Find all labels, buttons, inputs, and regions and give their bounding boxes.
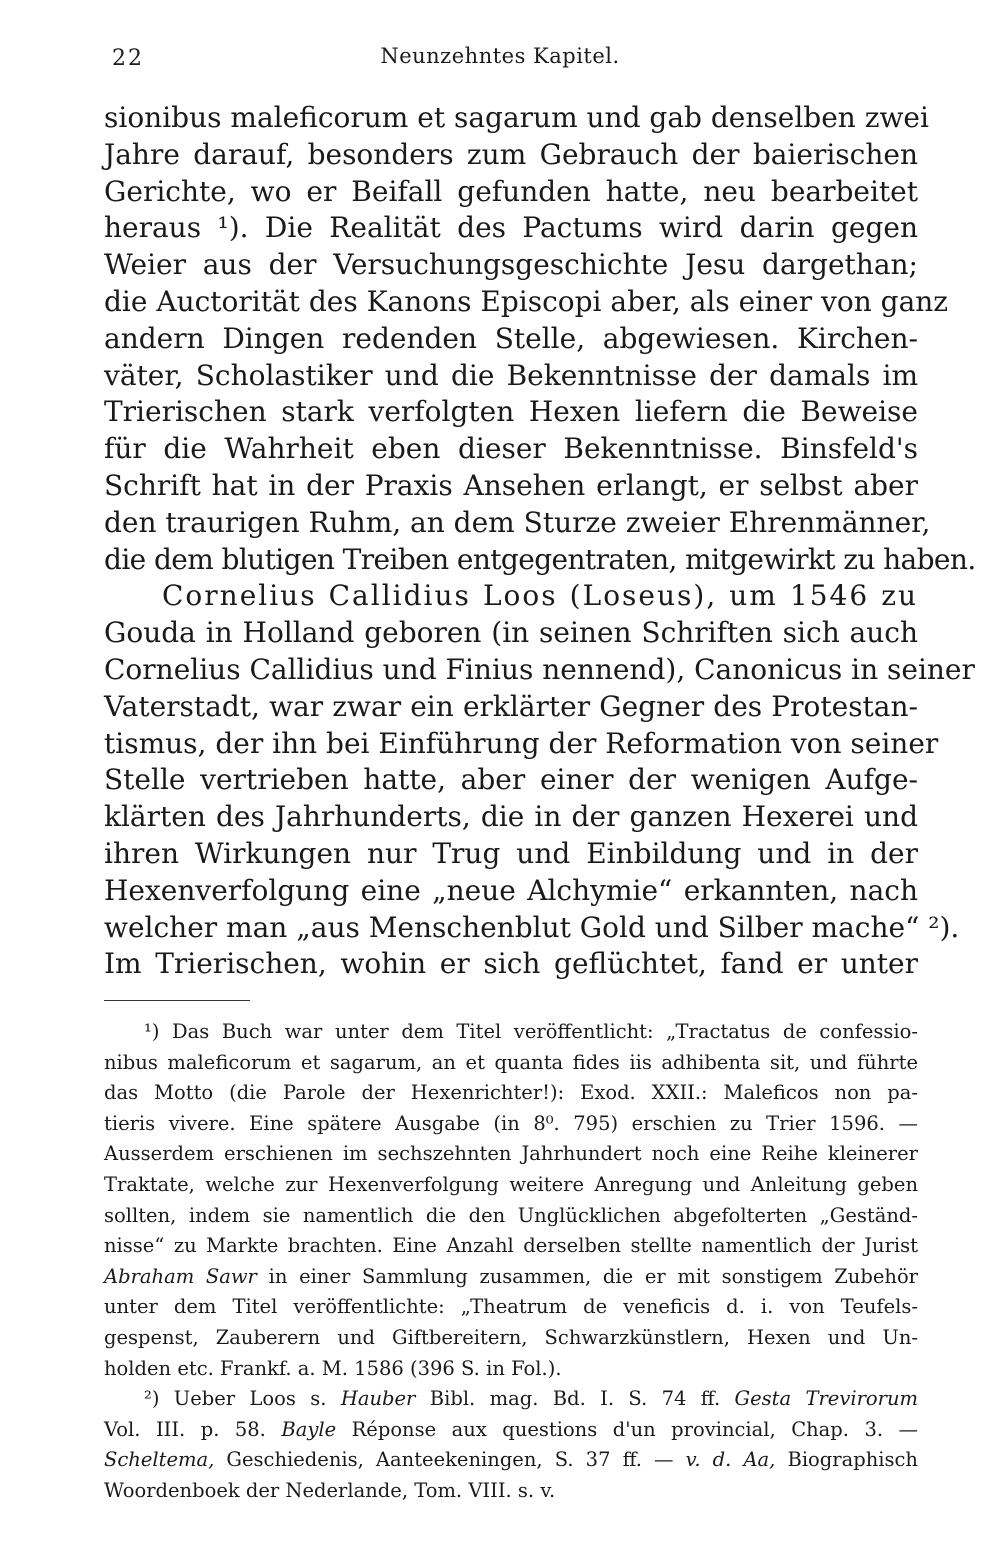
text-line: Schrift hat in der Praxis Ansehen erlangt, er selbst aber — [104, 468, 918, 502]
page-number: 22 — [112, 46, 144, 71]
footnote-line: unter dem Titel veröffentlichte: „Theatrum de veneficis d. i. von Teufels- — [104, 1295, 918, 1319]
text-line: den traurigen Ruhm, an dem Sturze zweier Ehrenmänner, — [104, 505, 931, 539]
text-line-segment: Cornelius Callidius Loos (Loseus), um 1546 zu — [162, 579, 918, 613]
footnote-line: ¹) Das Buch war unter dem Titel veröffentlicht: „Tractatus de confessio- — [144, 1020, 918, 1043]
text-line: tismus, der ihn bei Einführung der Reformation von seiner — [104, 726, 939, 760]
footnote-line: nisse“ zu Markte brachten. Eine Anzahl derselben stellte namentlich der Jurist — [104, 1234, 918, 1258]
paragraph-start-line — [104, 578, 918, 615]
page-header — [0, 38, 1000, 78]
text-line: Vaterstadt, war zwar ein erklärter Gegner des Protestan- — [104, 689, 918, 723]
footnote-divider — [104, 1000, 250, 1001]
footnote-line — [104, 1415, 918, 1446]
author-name: Abraham Sawr — [104, 1264, 257, 1288]
footnotes — [104, 1017, 918, 1507]
footnote-line: nibus maleficorum et sagarum, an et quanta fides iis adhibenta sit, und führte — [104, 1050, 918, 1074]
running-title: Neunzehntes Kapitel. — [380, 44, 620, 68]
footnote-line — [104, 1384, 918, 1415]
text-line: sionibus maleficorum et sagarum und gab denselben zwei — [104, 101, 929, 134]
footnote-line: das Motto (die Parole der Hexenrichter!): Exod. XXII.: Maleficos non pa- — [104, 1081, 918, 1105]
text-line: Gouda in Holland geboren (in seinen Schriften sich auch — [104, 616, 918, 650]
footnote-line: Woordenboek der Nederlande, Tom. VIII. s. v. — [104, 1478, 556, 1502]
footnote-line — [104, 1445, 918, 1476]
text-line: Weier aus der Versuchungsgeschichte Jesu dargethan; — [104, 248, 918, 282]
footnote-text: Vol. III. p. 58. — [104, 1417, 266, 1441]
text-line: Hexenverfolgung eine „neue Alchymie“ erkannten, nach — [104, 873, 918, 907]
footnote-text: Geschiedenis, Aanteekeningen, S. 37 ff. — — [226, 1448, 674, 1472]
text-line: ihren Wirkungen nur Trug und Einbildung und in der — [104, 836, 918, 870]
footnote-line: Ausserdem erschienen im sechszehnten Jahrhundert noch eine Reihe kleinerer — [104, 1142, 918, 1166]
text-line: welcher man „aus Menschenblut Gold und Silber mache“ ²). — [104, 910, 960, 944]
footnote-text: Réponse aux questions d'un provincial, Chap. 3. — — [351, 1417, 919, 1441]
text-line: die dem blutigen Treiben entgegentraten, mitgewirkt zu haben. — [104, 542, 976, 576]
footnote-text: ²) Ueber Loos s. — [144, 1387, 327, 1411]
footnote-line: holden etc. Frankf. a. M. 1586 (396 S. in Fol.). — [104, 1356, 562, 1380]
citation-author: v. d. Aa, — [685, 1448, 776, 1472]
text-line: Jahre darauf, besonders zum Gebrauch der baierischen — [104, 137, 918, 171]
text-line: Gerichte, wo er Beifall gefunden hatte, neu bearbeitet — [104, 174, 918, 208]
text-line: Stelle vertrieben hatte, aber einer der wenigen Aufge- — [104, 763, 918, 797]
citation-author: Scheltema, — [104, 1448, 215, 1472]
text-line: Im Trierischen, wohin er sich geflüchtet, fand er unter — [104, 947, 918, 981]
text-line: heraus ¹). Die Realität des Pactums wird darin gegen — [104, 211, 918, 245]
footnote-line: sollten, indem sie namentlich die den Unglücklichen abgefolterten „Geständ- — [104, 1203, 918, 1227]
text-line: andern Dingen redenden Stelle, abgewiesen. Kirchen- — [104, 321, 918, 355]
footnote-line — [104, 1262, 918, 1293]
text-line: väter, Scholastiker und die Bekenntnisse der damals im — [104, 358, 918, 392]
text-line: klärten des Jahrhunderts, die in der ganzen Hexerei und — [104, 800, 918, 834]
footnote-text: Bibl. mag. Bd. I. S. 74 ff. — [429, 1387, 721, 1411]
text-line: Trierischen stark verfolgten Hexen liefern die Beweise — [104, 395, 918, 429]
footnote-line: Traktate, welche zur Hexenverfolgung weitere Anregung und Anleitung geben — [104, 1172, 918, 1196]
footnote-line: tieris vivere. Eine spätere Ausgabe (in 8⁰. 795) erschien zu Trier 1596. — — [104, 1111, 918, 1135]
citation-author: Hauber — [340, 1387, 416, 1411]
footnote-text: Biographisch — [787, 1448, 918, 1472]
citation-author: Bayle — [281, 1417, 337, 1441]
footnote-line: gespenst, Zauberern und Giftbereitern, Schwarzkünstlern, Hexen und Un- — [104, 1325, 918, 1349]
footnote-text: in einer Sammlung zusammen, die er mit sonstigem Zubehör — [268, 1264, 919, 1288]
text-line: die Auctorität des Kanons Episcopi aber, als einer von ganz — [104, 284, 949, 318]
text-line: für die Wahrheit eben dieser Bekenntnisse. Binsfeld's — [104, 432, 918, 466]
main-text — [104, 100, 976, 983]
text-line: Cornelius Callidius und Finius nennend), Canonicus in seiner — [104, 652, 975, 686]
citation-title: Gesta Trevirorum — [734, 1387, 919, 1411]
